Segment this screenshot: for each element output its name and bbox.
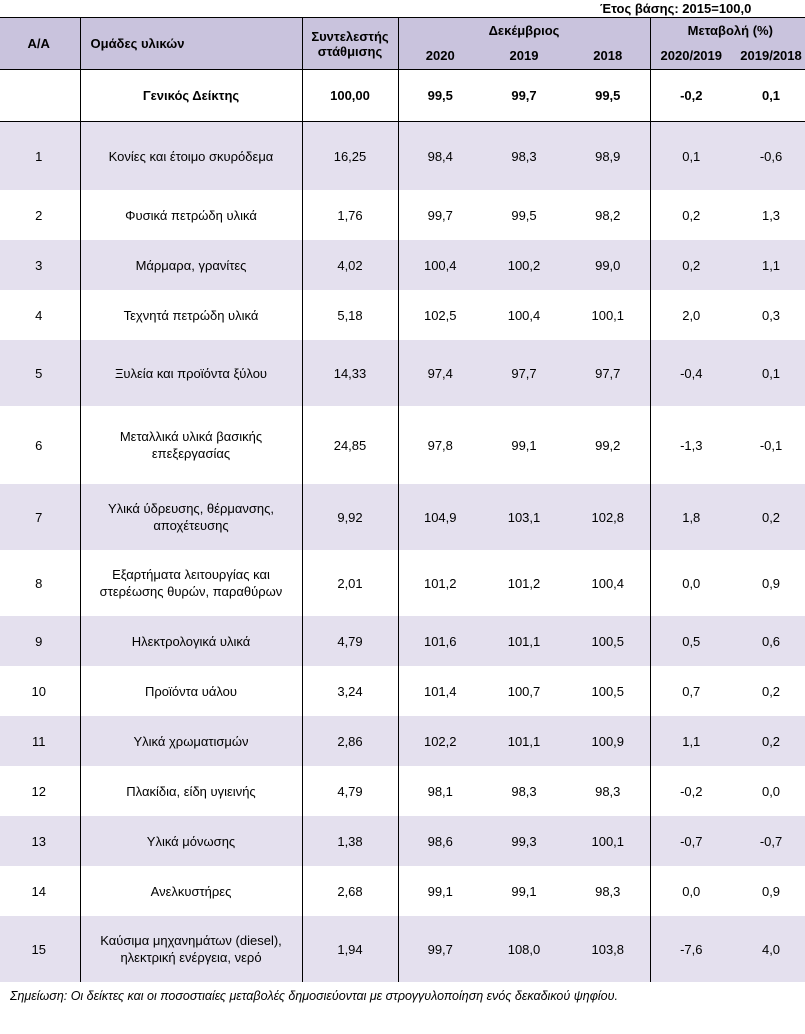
table-row (0, 190, 805, 240)
total-row (0, 70, 805, 122)
row-name: Ανελκυστήρες (80, 866, 302, 916)
table-row (0, 916, 805, 982)
row-change-2: 0,9 (732, 866, 805, 916)
row-2020: 99,1 (398, 866, 482, 916)
row-change-1: -0,7 (650, 816, 732, 866)
row-2018: 100,9 (566, 716, 650, 766)
row-2019: 99,5 (482, 190, 566, 240)
row-2019: 103,1 (482, 484, 566, 550)
row-number: 1 (0, 122, 80, 191)
row-change-2: 0,9 (732, 550, 805, 616)
row-2018: 100,4 (566, 550, 650, 616)
row-change-2: -0,7 (732, 816, 805, 866)
row-name: Μάρμαρα, γρανίτες (80, 240, 302, 290)
row-2020: 98,1 (398, 766, 482, 816)
row-2020: 99,7 (398, 190, 482, 240)
row-2018: 98,9 (566, 122, 650, 191)
row-weight: 9,92 (302, 484, 398, 550)
row-weight: 5,18 (302, 290, 398, 340)
row-2020: 101,6 (398, 616, 482, 666)
row-change-2: 0,2 (732, 484, 805, 550)
header-aa: Α/Α (0, 18, 80, 70)
row-2019: 98,3 (482, 766, 566, 816)
row-weight: 1,76 (302, 190, 398, 240)
row-change-2: 0,3 (732, 290, 805, 340)
price-index-table (0, 17, 805, 982)
row-change-1: -7,6 (650, 916, 732, 982)
row-change-1: 0,1 (650, 122, 732, 191)
table-row (0, 406, 805, 484)
table-row (0, 716, 805, 766)
row-2020: 100,4 (398, 240, 482, 290)
row-2020: 97,4 (398, 340, 482, 406)
row-change-1: -1,3 (650, 406, 732, 484)
row-2018: 99,0 (566, 240, 650, 290)
total-change-1: -0,2 (650, 70, 732, 122)
header-2019: 2019 (482, 42, 566, 70)
row-name: Ηλεκτρολογικά υλικά (80, 616, 302, 666)
row-number: 2 (0, 190, 80, 240)
row-number: 4 (0, 290, 80, 340)
row-2019: 108,0 (482, 916, 566, 982)
row-name: Καύσιμα μηχανημάτων (diesel), ηλεκτρική ενέργεια, νερό (80, 916, 302, 982)
row-number: 8 (0, 550, 80, 616)
footnote: Σημείωση: Οι δείκτες και οι ποσοστιαίες μεταβολές δημοσιεύονται με στρογγυλοποίηση ενός δεκαδικού ψηφίου. (10, 989, 618, 1003)
row-2018: 97,7 (566, 340, 650, 406)
row-name: Εξαρτήματα λειτουργίας και στερέωσης θυρών, παραθύρων (80, 550, 302, 616)
row-2018: 98,3 (566, 766, 650, 816)
row-2019: 101,1 (482, 716, 566, 766)
table-row (0, 240, 805, 290)
row-number: 14 (0, 866, 80, 916)
row-change-1: 2,0 (650, 290, 732, 340)
row-name: Ξυλεία και προϊόντα ξύλου (80, 340, 302, 406)
row-number: 12 (0, 766, 80, 816)
row-2019: 100,4 (482, 290, 566, 340)
total-2020: 99,5 (398, 70, 482, 122)
row-change-2: 0,2 (732, 666, 805, 716)
table-row (0, 290, 805, 340)
total-2018: 99,5 (566, 70, 650, 122)
row-change-1: 0,2 (650, 240, 732, 290)
row-change-2: 0,0 (732, 766, 805, 816)
row-name: Μεταλλικά υλικά βασικής επεξεργασίας (80, 406, 302, 484)
row-weight: 2,01 (302, 550, 398, 616)
row-name: Τεχνητά πετρώδη υλικά (80, 290, 302, 340)
row-2019: 99,3 (482, 816, 566, 866)
row-2018: 100,5 (566, 666, 650, 716)
row-change-1: 0,0 (650, 866, 732, 916)
row-change-2: 0,6 (732, 616, 805, 666)
row-number: 11 (0, 716, 80, 766)
header-change-2019-2018: 2019/2018 (732, 42, 805, 70)
table-row (0, 766, 805, 816)
table-row (0, 340, 805, 406)
row-number: 10 (0, 666, 80, 716)
row-2019: 99,1 (482, 406, 566, 484)
table-row (0, 484, 805, 550)
row-name: Υλικά χρωματισμών (80, 716, 302, 766)
row-2019: 97,7 (482, 340, 566, 406)
table-row (0, 616, 805, 666)
row-2019: 98,3 (482, 122, 566, 191)
row-change-1: 0,5 (650, 616, 732, 666)
row-weight: 1,94 (302, 916, 398, 982)
row-number: 6 (0, 406, 80, 484)
table-row (0, 866, 805, 916)
row-change-1: 1,8 (650, 484, 732, 550)
row-change-1: 0,7 (650, 666, 732, 716)
row-name: Υλικά μόνωσης (80, 816, 302, 866)
row-2018: 102,8 (566, 484, 650, 550)
row-weight: 4,02 (302, 240, 398, 290)
row-2020: 101,4 (398, 666, 482, 716)
row-change-1: 1,1 (650, 716, 732, 766)
row-2018: 99,2 (566, 406, 650, 484)
row-change-2: -0,6 (732, 122, 805, 191)
row-number: 13 (0, 816, 80, 866)
row-2019: 100,7 (482, 666, 566, 716)
row-change-1: 0,2 (650, 190, 732, 240)
row-weight: 3,24 (302, 666, 398, 716)
row-weight: 14,33 (302, 340, 398, 406)
row-number: 3 (0, 240, 80, 290)
row-number: 15 (0, 916, 80, 982)
row-weight: 24,85 (302, 406, 398, 484)
row-number: 9 (0, 616, 80, 666)
total-name: Γενικός Δείκτης (80, 70, 302, 122)
row-name: Κονίες και έτοιμο σκυρόδεμα (80, 122, 302, 191)
base-year-note: Έτος βάσης: 2015=100,0 (600, 1, 752, 16)
row-2020: 101,2 (398, 550, 482, 616)
row-2020: 97,8 (398, 406, 482, 484)
total-change-2: 0,1 (732, 70, 805, 122)
row-2018: 103,8 (566, 916, 650, 982)
header-december: Δεκέμβριος (398, 18, 650, 43)
row-change-2: 1,1 (732, 240, 805, 290)
row-weight: 16,25 (302, 122, 398, 191)
row-name: Φυσικά πετρώδη υλικά (80, 190, 302, 240)
header-change-2020-2019: 2020/2019 (650, 42, 732, 70)
row-weight: 4,79 (302, 766, 398, 816)
row-weight: 2,86 (302, 716, 398, 766)
row-change-1: -0,4 (650, 340, 732, 406)
total-2019: 99,7 (482, 70, 566, 122)
row-2020: 98,4 (398, 122, 482, 191)
table-row (0, 122, 805, 191)
row-change-1: -0,2 (650, 766, 732, 816)
row-name: Προϊόντα υάλου (80, 666, 302, 716)
row-2019: 100,2 (482, 240, 566, 290)
row-2018: 100,1 (566, 816, 650, 866)
row-2018: 100,1 (566, 290, 650, 340)
row-2019: 101,2 (482, 550, 566, 616)
header-2020: 2020 (398, 42, 482, 70)
row-number: 7 (0, 484, 80, 550)
row-change-2: -0,1 (732, 406, 805, 484)
row-2018: 98,2 (566, 190, 650, 240)
header-change: Μεταβολή (%) (650, 18, 805, 43)
header-weight: Συντελεστής στάθμισης (302, 18, 398, 70)
header-2018: 2018 (566, 42, 650, 70)
row-2020: 102,5 (398, 290, 482, 340)
row-2020: 102,2 (398, 716, 482, 766)
row-2018: 100,5 (566, 616, 650, 666)
table-row (0, 816, 805, 866)
row-name: Πλακίδια, είδη υγιεινής (80, 766, 302, 816)
row-weight: 2,68 (302, 866, 398, 916)
row-2020: 104,9 (398, 484, 482, 550)
row-number: 5 (0, 340, 80, 406)
row-change-2: 4,0 (732, 916, 805, 982)
row-change-2: 1,3 (732, 190, 805, 240)
total-weight: 100,00 (302, 70, 398, 122)
row-weight: 1,38 (302, 816, 398, 866)
row-2020: 99,7 (398, 916, 482, 982)
row-2018: 98,3 (566, 866, 650, 916)
table-row (0, 666, 805, 716)
row-2020: 98,6 (398, 816, 482, 866)
table-row (0, 550, 805, 616)
row-2019: 101,1 (482, 616, 566, 666)
row-change-2: 0,2 (732, 716, 805, 766)
row-change-2: 0,1 (732, 340, 805, 406)
row-name: Υλικά ύδρευσης, θέρμανσης, αποχέτευσης (80, 484, 302, 550)
row-weight: 4,79 (302, 616, 398, 666)
header-groups: Ομάδες υλικών (80, 18, 302, 70)
row-change-1: 0,0 (650, 550, 732, 616)
row-2019: 99,1 (482, 866, 566, 916)
